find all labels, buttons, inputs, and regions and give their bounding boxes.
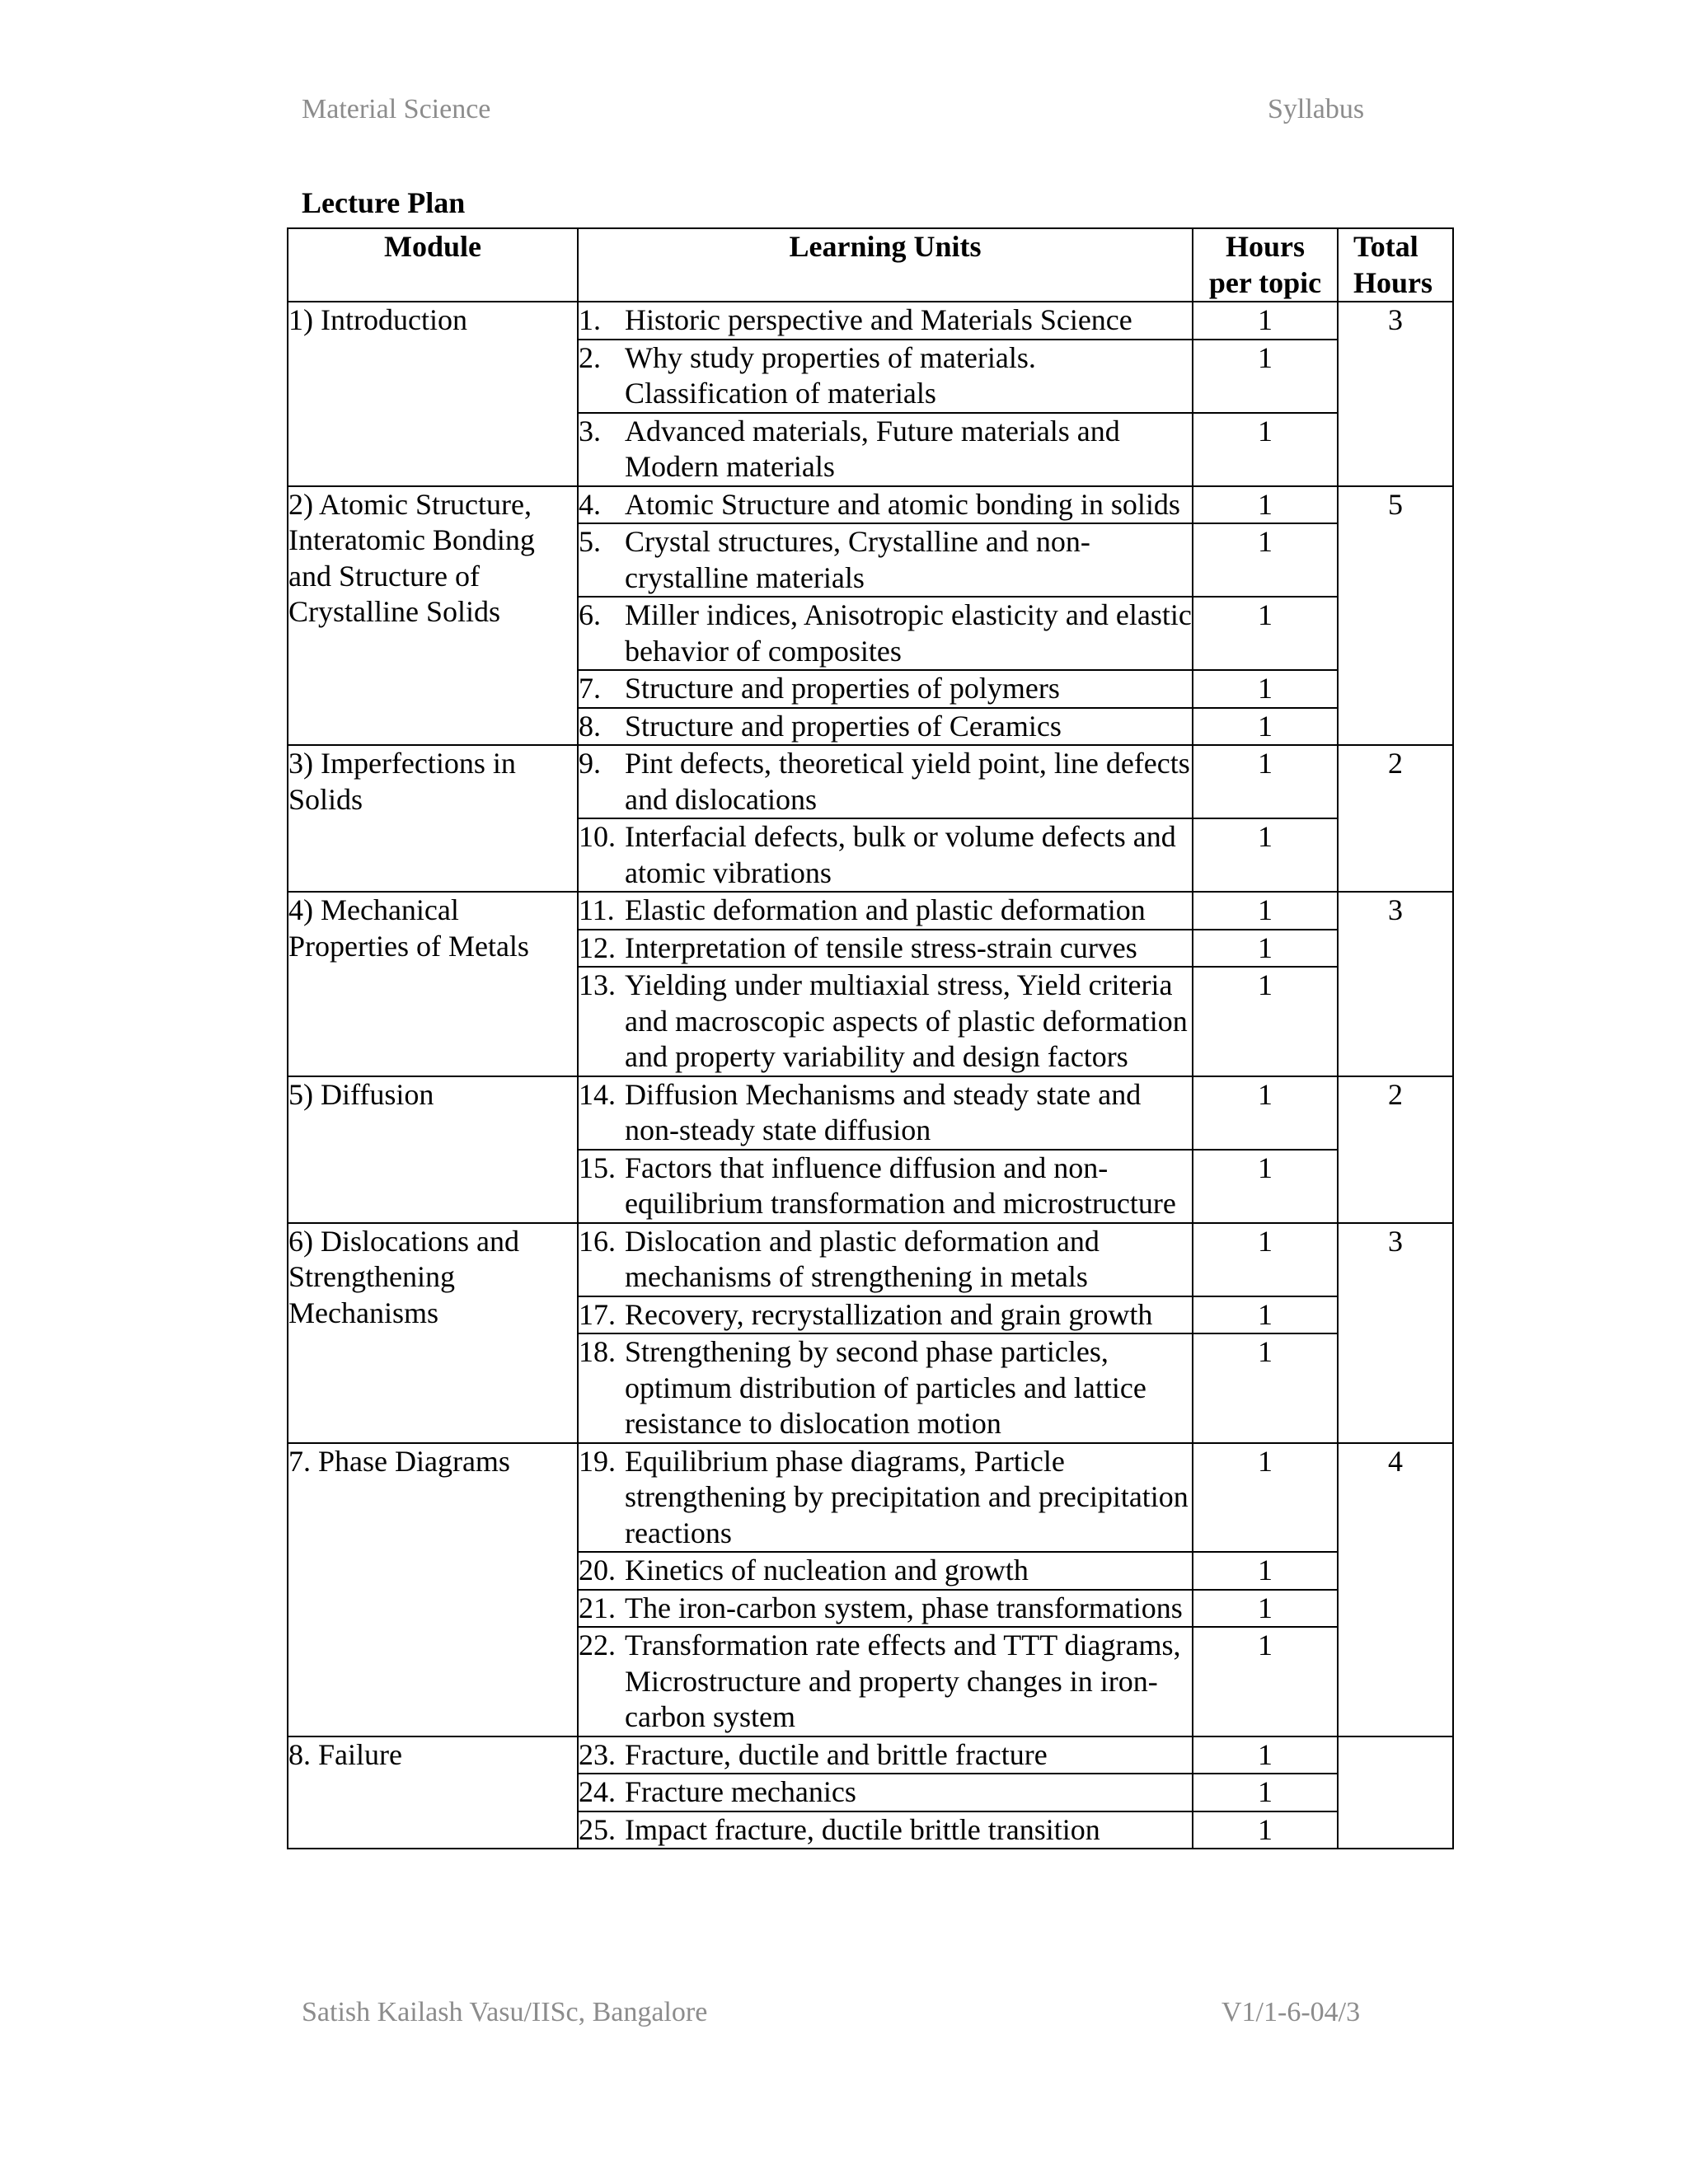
table-row (288, 486, 1453, 524)
unit-number: 5. (579, 525, 601, 558)
unit-text: Structure and properties of Ceramics (625, 709, 1062, 743)
unit-text: Transformation rate effects and TTT diagrams, Microstructure and property changes in iron-carbon system (625, 1629, 1181, 1733)
learning-unit-cell (578, 1736, 1193, 1774)
hours-per-topic-cell: 1 (1193, 1333, 1338, 1443)
table-row (288, 1076, 1453, 1150)
unit-text: Recovery, recrystallization and grain growth (625, 1297, 1153, 1331)
unit-text: Strengthening by second phase particles, optimum distribution of particles and lattice resistance to dislocation motion (625, 1335, 1146, 1440)
learning-unit-cell (578, 1627, 1193, 1736)
unit-number: 22. (579, 1629, 616, 1661)
unit-number: 18. (579, 1335, 616, 1368)
unit-number: 6. (579, 598, 601, 631)
unit-text: Elastic deformation and plastic deformation (625, 893, 1146, 926)
unit-text: Why study properties of materials. Classification of materials (625, 340, 1036, 410)
unit-text: Historic perspective and Materials Science (625, 303, 1132, 336)
hours-per-topic-cell: 1 (1193, 745, 1338, 818)
table-row (288, 1443, 1453, 1553)
hours-per-topic-cell: 1 (1193, 1774, 1338, 1811)
header-course-title: Material Science (302, 94, 491, 124)
module-name-cell: 7. Phase Diagrams (288, 1443, 578, 1736)
learning-unit-cell (578, 745, 1193, 818)
column-header-total-hours: Total Hours (1338, 228, 1453, 302)
header-section-label: Syllabus (1268, 94, 1365, 124)
learning-unit-cell (578, 523, 1193, 597)
table-row (288, 892, 1453, 930)
learning-unit-cell (578, 302, 1193, 340)
learning-unit-cell (578, 1774, 1193, 1811)
unit-text: Kinetics of nucleation and growth (625, 1554, 1029, 1586)
learning-unit-cell (578, 930, 1193, 968)
module-name-cell: 2) Atomic Structure, Interatomic Bonding and Structure of Crystalline Solids (288, 486, 578, 746)
total-hours-cell: 4 (1338, 1443, 1453, 1736)
hours-per-topic-cell: 1 (1193, 486, 1338, 524)
unit-text: Fracture, ductile and brittle fracture (625, 1737, 1048, 1771)
unit-text: Equilibrium phase diagrams, Particle strengthening by precipitation and precipitation reactions (625, 1444, 1189, 1549)
hours-per-topic-cell: 1 (1193, 1223, 1338, 1296)
total-hours-cell: 3 (1338, 302, 1453, 486)
hours-per-topic-cell: 1 (1193, 1811, 1338, 1849)
unit-number: 17. (579, 1297, 616, 1331)
unit-number: 25. (579, 1812, 616, 1846)
module-name-cell: 1) Introduction (288, 302, 578, 486)
unit-text: Advanced materials, Future materials and Modern materials (625, 414, 1120, 483)
hours-per-topic-cell: 1 (1193, 1736, 1338, 1774)
learning-unit-cell (578, 1443, 1193, 1553)
module-name-cell: 8. Failure (288, 1736, 578, 1849)
hours-per-topic-cell: 1 (1193, 967, 1338, 1076)
hours-per-topic-cell: 1 (1193, 523, 1338, 597)
unit-text: Miller indices, Anisotropic elasticity and elastic behavior of composites (625, 598, 1192, 668)
table-row (288, 1736, 1453, 1774)
unit-text: Atomic Structure and atomic bonding in solids (625, 487, 1180, 521)
learning-unit-cell (578, 1223, 1193, 1296)
hours-per-topic-cell: 1 (1193, 892, 1338, 930)
learning-unit-cell (578, 818, 1193, 892)
hours-per-topic-cell: 1 (1193, 670, 1338, 708)
learning-unit-cell (578, 1333, 1193, 1443)
unit-text: Crystal structures, Crystalline and non-crystalline materials (625, 525, 1090, 594)
hours-per-topic-cell: 1 (1193, 597, 1338, 670)
hours-per-topic-cell: 1 (1193, 1296, 1338, 1334)
hours-per-topic-cell: 1 (1193, 1627, 1338, 1736)
learning-unit-cell (578, 670, 1193, 708)
learning-unit-cell (578, 967, 1193, 1076)
learning-unit-cell (578, 1811, 1193, 1849)
learning-unit-cell (578, 1590, 1193, 1628)
unit-number: 21. (579, 1591, 616, 1624)
table-header-row (288, 228, 1453, 302)
unit-number: 8. (579, 709, 601, 743)
learning-unit-cell (578, 708, 1193, 746)
learning-unit-cell (578, 1552, 1193, 1590)
learning-unit-cell (578, 1296, 1193, 1334)
hours-per-topic-cell: 1 (1193, 1150, 1338, 1223)
table-row (288, 745, 1453, 818)
column-header-learning-units: Learning Units (578, 228, 1193, 302)
hours-per-topic-cell: 1 (1193, 708, 1338, 746)
footer-author: Satish Kailash Vasu/IISc, Bangalore (302, 1997, 708, 2027)
hours-per-topic-cell: 1 (1193, 818, 1338, 892)
column-header-module: Module (288, 228, 578, 302)
learning-unit-cell (578, 340, 1193, 413)
hours-per-topic-cell: 1 (1193, 1590, 1338, 1628)
lecture-plan-title: Lecture Plan (302, 186, 466, 219)
total-hours-cell: 2 (1338, 745, 1453, 892)
hours-per-topic-cell: 1 (1193, 1076, 1338, 1150)
unit-text: Pint defects, theoretical yield point, line defects and dislocations (625, 747, 1190, 816)
unit-text: Factors that influence diffusion and non-equilibrium transformation and microstructure (625, 1151, 1176, 1220)
unit-number: 11. (579, 893, 615, 926)
hours-per-topic-cell: 1 (1193, 340, 1338, 413)
lecture-plan-table (287, 227, 1454, 1849)
column-header-hours-per-topic: Hours per topic (1193, 228, 1338, 302)
unit-text: Structure and properties of polymers (625, 672, 1060, 705)
unit-number: 3. (579, 414, 601, 448)
unit-text: The iron-carbon system, phase transformations (625, 1591, 1183, 1624)
unit-number: 10. (579, 820, 616, 853)
total-hours-cell (1338, 1736, 1453, 1849)
unit-number: 12. (579, 930, 616, 964)
unit-text: Yielding under multiaxial stress, Yield criteria and macroscopic aspects of plastic deformation and property variability and design factors (625, 968, 1188, 1073)
unit-number: 19. (579, 1444, 616, 1478)
hours-per-topic-cell: 1 (1193, 930, 1338, 968)
footer-version: V1/1-6-04/3 (1221, 1997, 1361, 2027)
learning-unit-cell (578, 597, 1193, 670)
unit-number: 1. (579, 303, 601, 336)
learning-unit-cell (578, 892, 1193, 930)
unit-number: 23. (579, 1737, 616, 1771)
total-hours-cell: 3 (1338, 1223, 1453, 1443)
unit-number: 2. (579, 340, 601, 374)
total-hours-cell: 5 (1338, 486, 1453, 746)
unit-text: Diffusion Mechanisms and steady state and non-steady state diffusion (625, 1077, 1142, 1146)
unit-text: Interfacial defects, bulk or volume defects and atomic vibrations (625, 820, 1176, 889)
module-name-cell: 3) Imperfections in Solids (288, 745, 578, 892)
table-row (288, 1223, 1453, 1296)
hours-per-topic-cell: 1 (1193, 302, 1338, 340)
unit-number: 16. (579, 1224, 616, 1258)
unit-text: Interpretation of tensile stress-strain curves (625, 930, 1137, 964)
hours-per-topic-cell: 1 (1193, 1552, 1338, 1590)
module-name-cell: 4) Mechanical Properties of Metals (288, 892, 578, 1076)
total-hours-cell: 3 (1338, 892, 1453, 1076)
learning-unit-cell (578, 1150, 1193, 1223)
unit-text: Dislocation and plastic deformation and mechanisms of strengthening in metals (625, 1224, 1100, 1293)
unit-text: Impact fracture, ductile brittle transition (625, 1812, 1100, 1846)
table-row (288, 302, 1453, 340)
unit-number: 15. (579, 1151, 616, 1184)
module-name-cell: 5) Diffusion (288, 1076, 578, 1223)
unit-number: 7. (579, 672, 601, 705)
unit-number: 13. (579, 968, 616, 1001)
hours-per-topic-cell: 1 (1193, 1443, 1338, 1553)
unit-number: 20. (579, 1554, 616, 1586)
unit-number: 14. (579, 1077, 616, 1111)
module-name-cell: 6) Dislocations and Strengthening Mechanisms (288, 1223, 578, 1443)
learning-unit-cell (578, 486, 1193, 524)
total-hours-cell: 2 (1338, 1076, 1453, 1223)
unit-number: 24. (579, 1775, 616, 1808)
learning-unit-cell (578, 1076, 1193, 1150)
unit-number: 9. (579, 747, 601, 780)
unit-number: 4. (579, 487, 601, 521)
learning-unit-cell (578, 413, 1193, 486)
unit-text: Fracture mechanics (625, 1775, 856, 1808)
hours-per-topic-cell: 1 (1193, 413, 1338, 486)
